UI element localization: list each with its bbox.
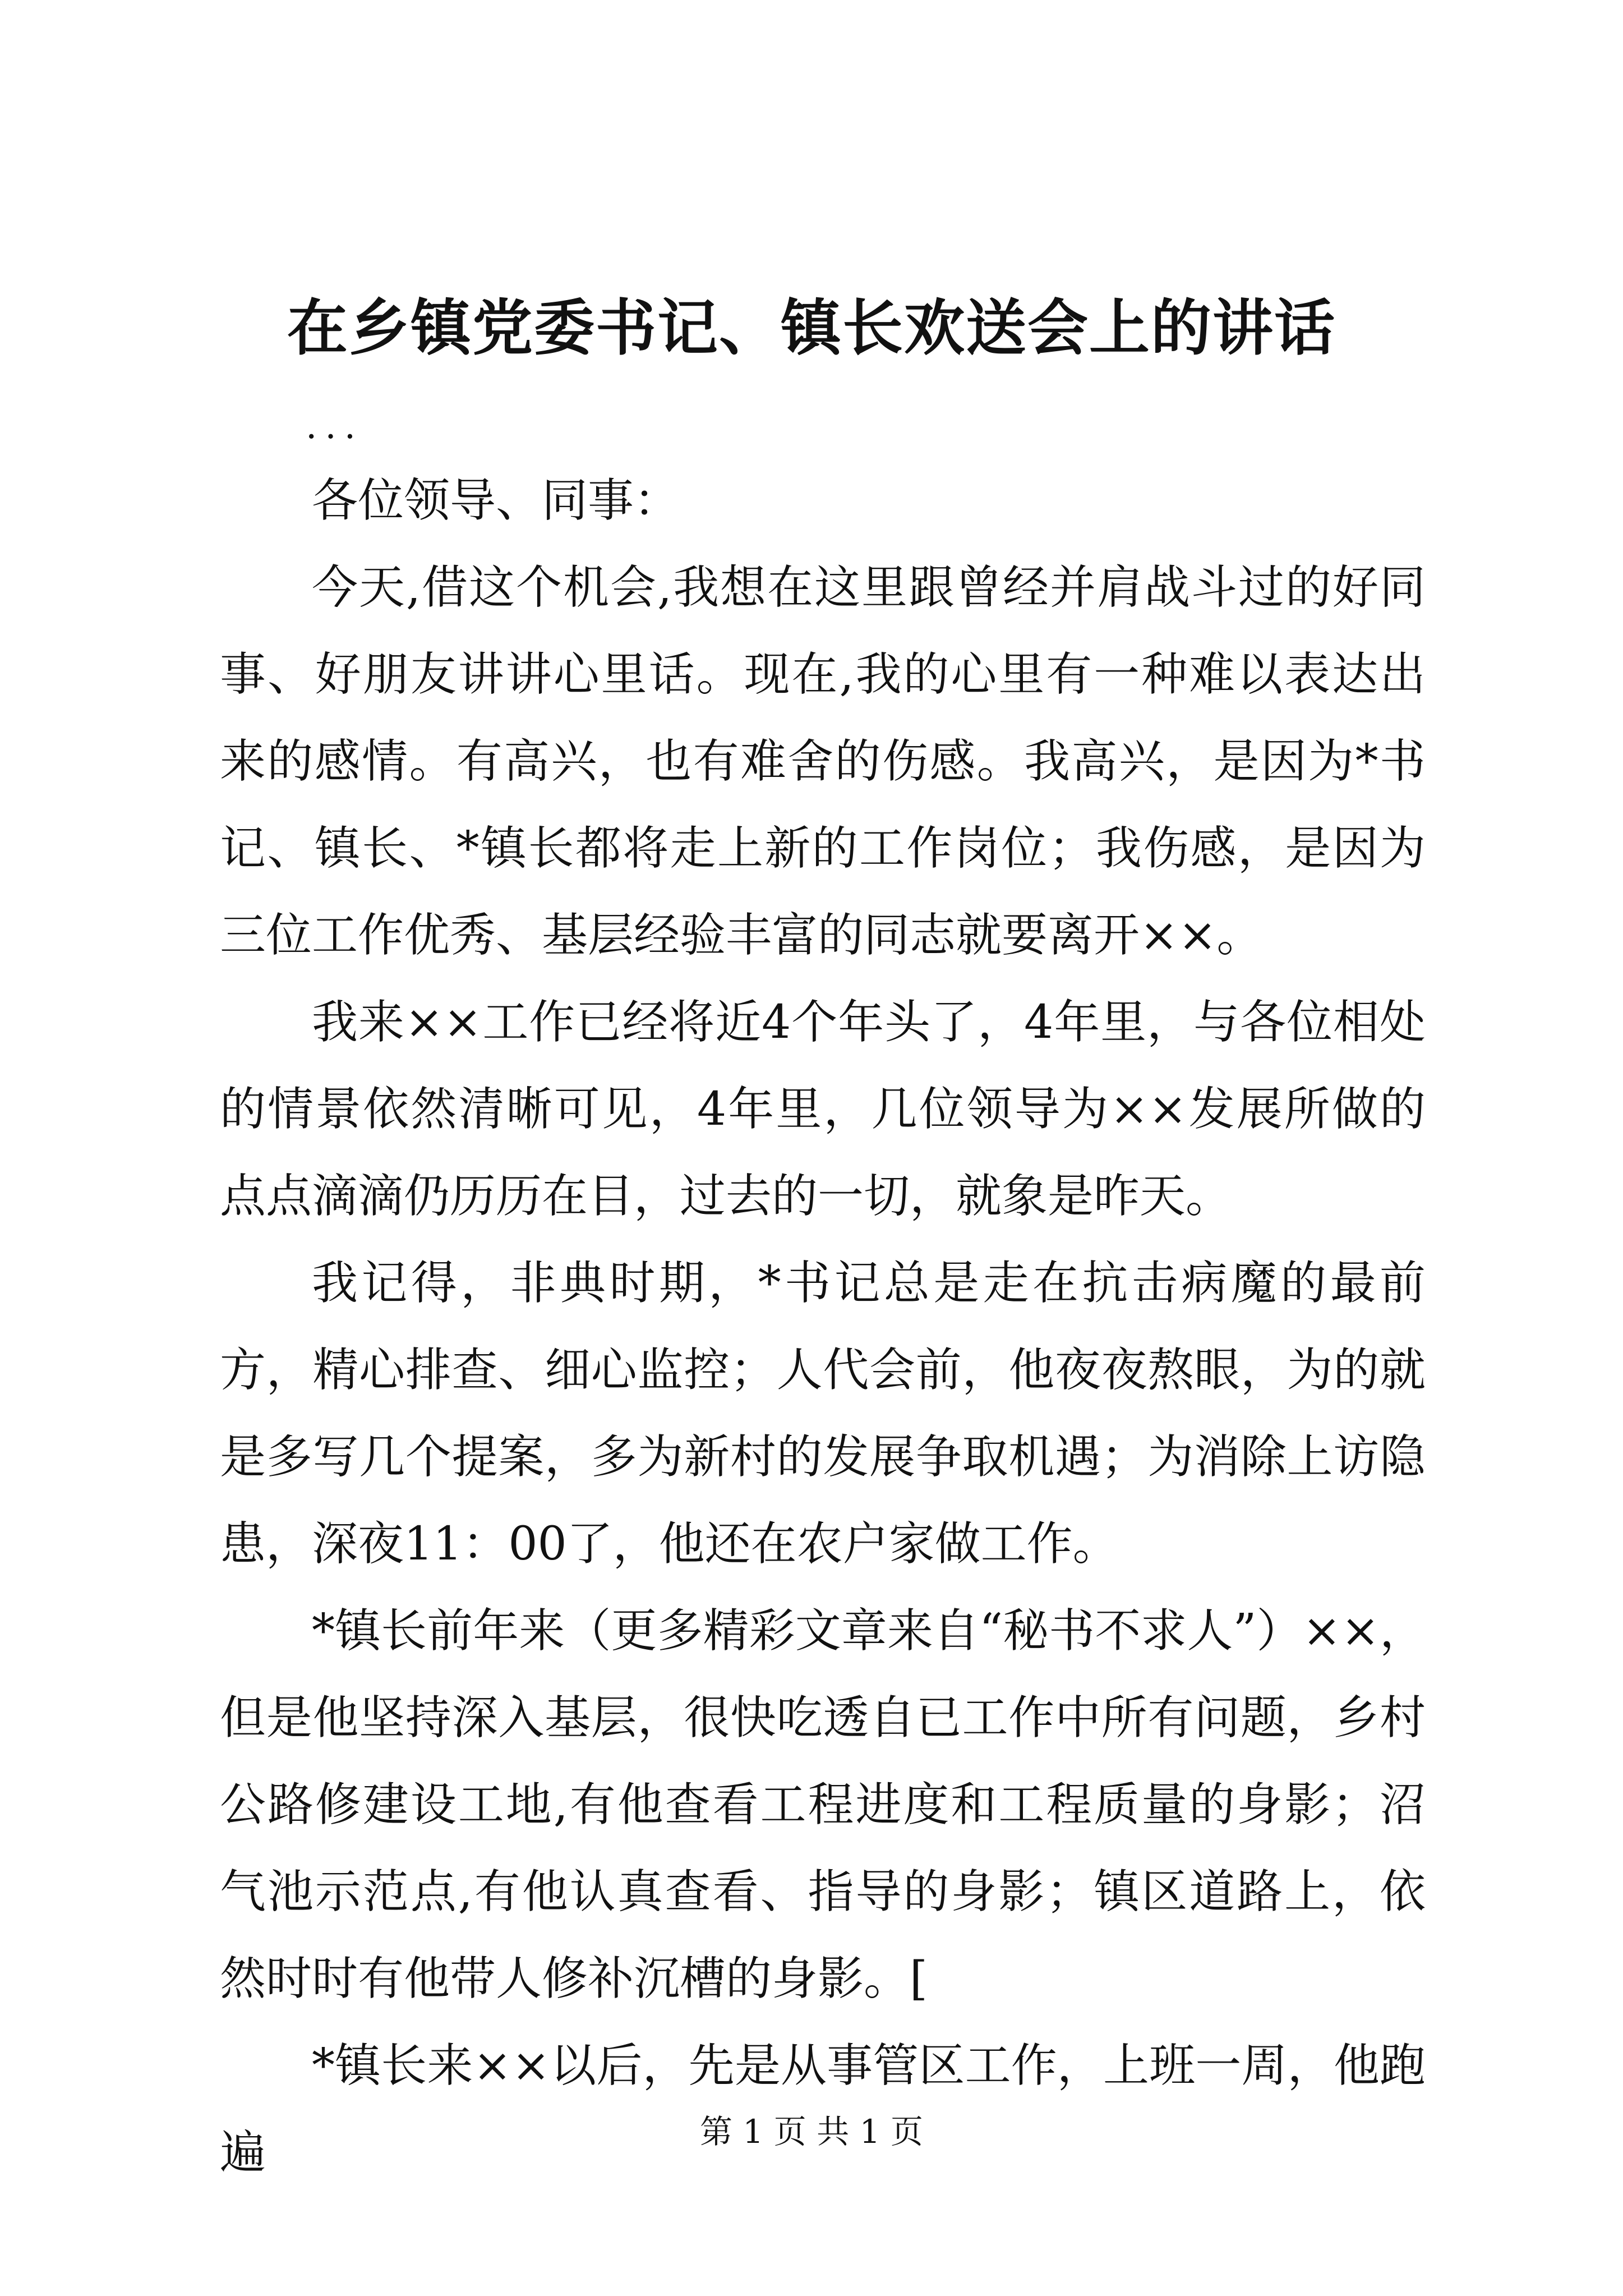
page-footer: 第 1 页 共 1 页 (700, 2113, 923, 2151)
paragraph: *镇长来××以后，先是从事管区工作，上班一周，他跑遍 (220, 2039, 1426, 2179)
paragraph: 今天,借这个机会,我想在这里跟曾经并肩战斗过的好同事、好朋友讲讲心里话。现在,我的心里有一种难以表达出来的感情。有高兴，也有难舍的伤感。我高兴，是因为*书记、镇长、*镇长都将走上新的工作岗位；我伤感，是因为三位工作优秀、基层经验丰富的同志就要离开××。 (220, 561, 1426, 962)
salutation: 各位领导、同事： (312, 474, 680, 527)
ellipsis-marker: ... (306, 406, 364, 447)
paragraph: 我来××工作已经将近4个年头了，4年里，与各位相处的情景依然清晰可见，4年里，几位领导为××发展所做的点点滴滴仍历历在目，过去的一切，就象是昨天。 (220, 996, 1426, 1223)
document-title: 在乡镇党委书记、镇长欢送会上的讲话 (287, 293, 1336, 364)
paragraph: 我记得，非典时期，*书记总是走在抗击病魔的最前方，精心排查、细心监控；人代会前，他夜夜熬眼，为的就是多写几个提案，多为新村的发展争取机遇；为消除上访隐患，深夜11：00了，他还在农户家做工作。 (220, 1257, 1426, 1571)
document-body (220, 457, 1426, 2196)
paragraph: *镇长前年来（更多精彩文章来自“秘书不求人”）××，但是他坚持深入基层，很快吃透自已工作中所有问题，乡村公路修建设工地,有他查看工程进度和工程质量的身影；沼气池示范点,有他认真查看、指导的身影；镇区道路上，依然时时有他带人修补沉槽的身影。[ (220, 1604, 1426, 2005)
